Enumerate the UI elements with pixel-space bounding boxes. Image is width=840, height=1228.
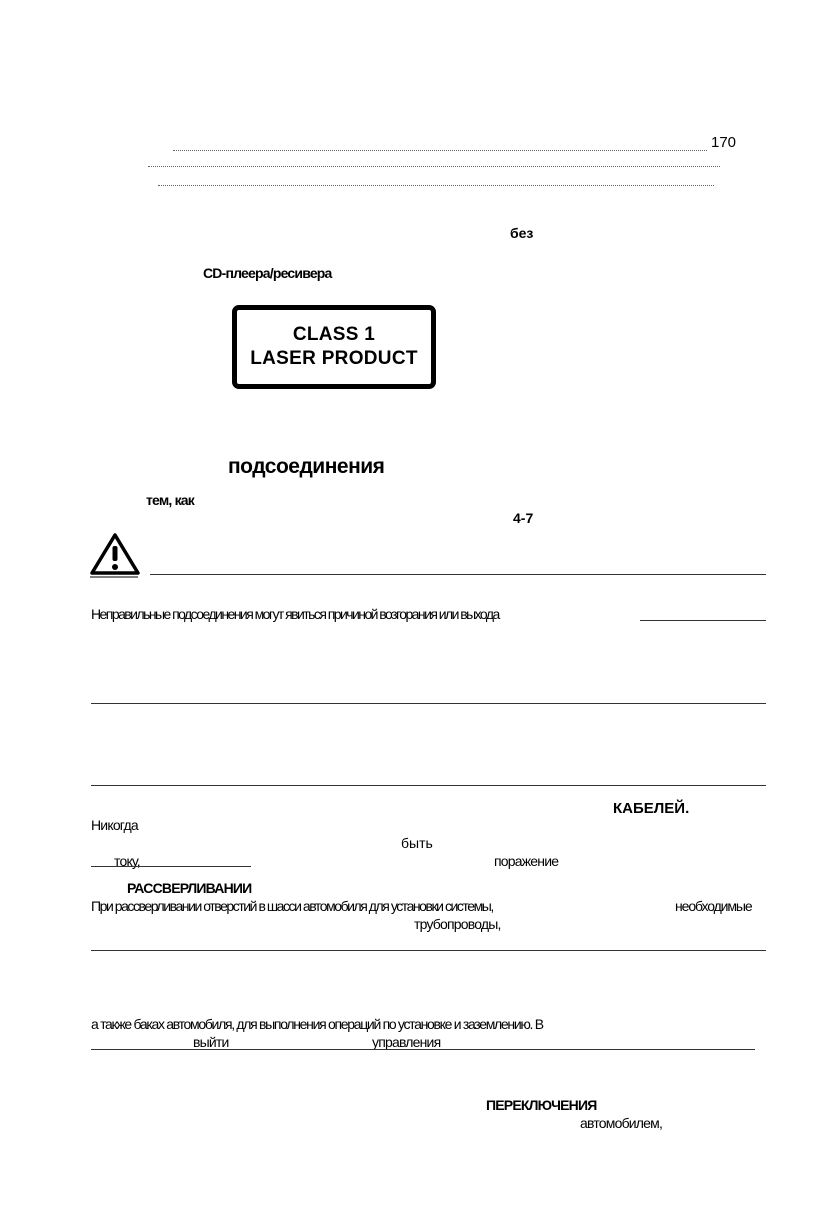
warning-triangle-icon [88,531,144,579]
toc-leader-3 [158,185,714,186]
text-drilling-body: При рассверливании отверстий в шасси автомобиля для установки системы, [91,898,493,914]
text-necessary: необходимые [675,898,752,914]
rule-3 [91,785,766,786]
text-wrong-connections: Неправильные подсоединения могут явиться причиной возгорания или выхода [91,606,499,622]
rule-5 [91,1049,755,1050]
text-never: Никогда [91,817,138,833]
text-cables: КАБЕЛЕЙ. [613,800,690,817]
text-pipes: трубопроводы, [414,916,501,932]
rule-current [91,866,251,867]
text-exit: выйти [193,1034,229,1050]
laser-product-label [232,305,436,389]
text-current: току, [114,853,140,869]
text-injury: поражение [494,853,559,869]
text-switching: ПЕРЕКЛЮЧЕНИЯ [486,1097,597,1113]
laser-class-text: CLASS 1 [292,324,376,345]
toc-leader-1 [173,150,707,151]
text-car: автомобилем, [580,1115,663,1131]
text-drilling: РАССВЕРЛИВАНИИ [127,880,252,896]
text-pages-ref: 4-7 [513,510,534,526]
laser-product-text: LASER PRODUCT [250,348,418,369]
text-tem-kak: тем, как [146,492,194,508]
connection-heading: подсоединения [228,455,385,478]
text-cd-player: CD-плеера/ресивера [203,265,332,281]
toc-leader-2 [148,166,720,167]
text-be: быть [401,835,433,851]
text-tanks: а также баках автомобиля, для выполнения операций по установке и заземлению. В [91,1016,543,1032]
warning-rule [150,574,766,575]
toc-page-number: 170 [711,134,737,151]
text-bez: без [510,225,534,241]
text-control: управления [372,1034,441,1050]
rule-2 [91,703,766,704]
rule-4 [91,950,766,951]
rule-1 [640,620,766,621]
